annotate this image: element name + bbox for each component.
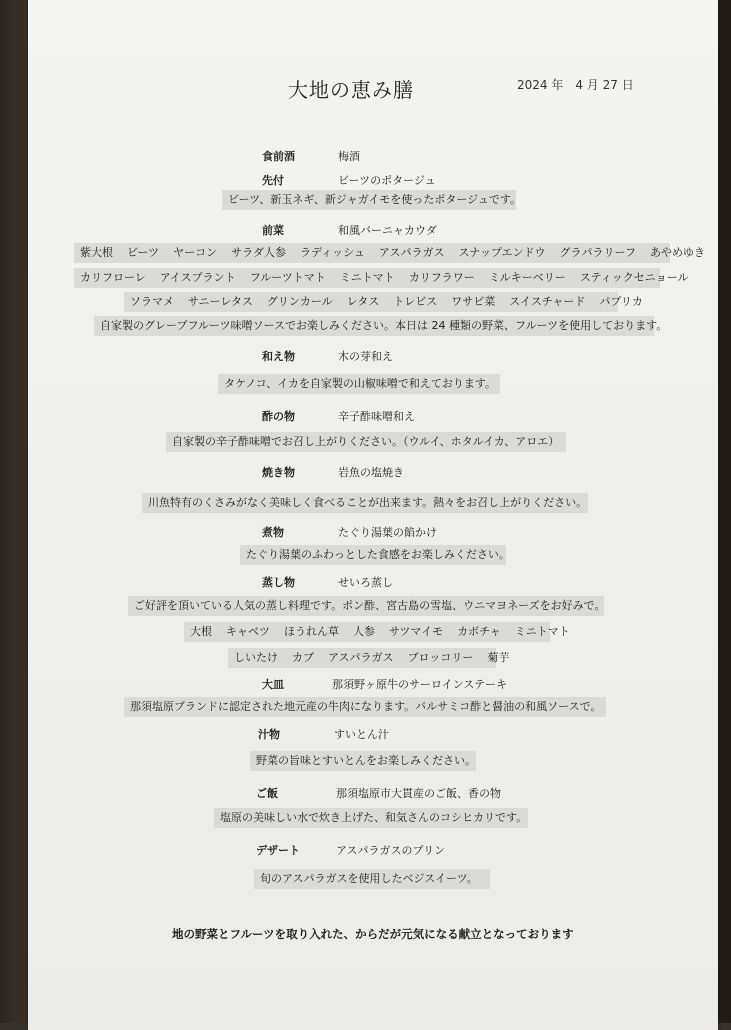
vegetable-item: ほうれん草 [284, 625, 339, 638]
vegetable-item: ビーツ [127, 246, 160, 259]
course-dish-aemono: 木の芽和え [338, 350, 393, 363]
course-name-ozara: 大皿 [262, 678, 284, 691]
course-name-gohan: ご飯 [256, 787, 278, 800]
vegetable-item: アスパラガス [328, 651, 394, 664]
course-dish-dessert: アスパラガスのプリン [336, 844, 446, 857]
vegetable-item: スイスチャード [509, 295, 586, 308]
course-note-sakizuke: ビーツ、新玉ネギ、新ジャガイモを使ったポタージュです。 [222, 190, 516, 210]
vegetable-item: ミルキーベリー [488, 271, 566, 284]
vegetable-item: ミニトマト [339, 271, 395, 284]
course-dish-gohan: 那須塩原市大貫産のご飯、香の物 [336, 787, 501, 800]
course-dish-nimono: たぐり湯葉の餡かけ [338, 526, 437, 539]
vegetable-item: カブ [292, 651, 314, 664]
vegetable-item: フルーツトマト [249, 271, 326, 284]
course-note-yakimono: 川魚特有のくさみがなく美味しく食べることが出来ます。熱々をお召し上がりください。 [142, 493, 588, 513]
vegetable-item: トレビス [393, 295, 438, 308]
course-note-mushimono: ご好評を頂いている人気の蒸し料理です。ポン酢、宮古島の雪塩、ウニマヨネーズをお好みで。 [128, 596, 604, 616]
vegetable-item: サツマイモ [389, 625, 444, 638]
vegetable-list-row [74, 268, 689, 288]
course-dish-ozara: 那須野ヶ原牛のサーロインステーキ [332, 678, 508, 691]
vegetable-item: ヤーコン [173, 246, 218, 259]
course-note-dessert: 旬のアスパラガスを使用したベジスイーツ。 [254, 869, 490, 889]
course-name-mushimono: 蒸し物 [262, 576, 295, 589]
vegetable-item: レタス [346, 295, 380, 308]
vegetable-item: カボチャ [457, 625, 501, 638]
course-dish-mushimono: せいろ蒸し [338, 576, 393, 589]
vegetable-item: ソラマメ [130, 295, 174, 308]
menu-title: 大地の恵み膳 [288, 78, 414, 102]
course-name-shirumono: 汁物 [258, 728, 280, 741]
vegetable-list-row [184, 622, 570, 642]
vegetable-item: ミニトマト [514, 625, 570, 638]
vegetable-item: ブロッコリー [407, 651, 474, 664]
course-note-aemono: タケノコ、イカを自家製の山椒味噌で和えております。 [218, 374, 500, 394]
vegetable-item: アイスプラント [159, 271, 236, 284]
course-note-nimono: たぐり湯葉のふわっとした食感をお楽しみください。 [240, 545, 506, 565]
vegetable-item: グリンカール [266, 295, 333, 308]
vegetable-item: カリフラワー [408, 271, 475, 284]
vegetable-item: スティックセニョール [579, 271, 689, 284]
vegetable-item: 人参 [353, 625, 375, 638]
vegetable-item: ラディッシュ [300, 246, 365, 259]
vegetable-item: サラダ人参 [231, 246, 287, 259]
course-dish-sakizuke: ビーツのポタージュ [338, 174, 436, 187]
course-note-zensai: 自家製のグレープフルーツ味噌ソースでお楽しみください。本日は 24 種類の野菜、フルーツを使用しております。 [94, 316, 654, 336]
course-name-sunomono: 酢の物 [262, 410, 295, 423]
vegetable-item: 紫大根 [80, 246, 113, 259]
vegetable-item: ワサビ菜 [451, 295, 496, 308]
vegetable-item: あやめゆき [649, 246, 705, 259]
vegetable-item: グラパラリーフ [559, 246, 636, 259]
course-name-zensai: 前菜 [262, 224, 284, 237]
vegetable-item: 菊芋 [487, 651, 510, 664]
course-name-nimono: 煮物 [262, 526, 284, 539]
course-name-yakimono: 焼き物 [262, 466, 295, 479]
course-name-aemono: 和え物 [262, 350, 295, 363]
vegetable-item: スナップエンドウ [458, 246, 546, 259]
course-dish-aperitif: 梅酒 [338, 150, 360, 163]
vegetable-item: パプリカ [599, 295, 643, 308]
vegetable-item: しいたけ [234, 651, 278, 664]
course-note-ozara: 那須塩原ブランドに認定された地元産の牛肉になります。バルサミコ酢と醤油の和風ソースで。 [124, 697, 606, 717]
course-note-gohan: 塩原の美味しい水で炊き上げた、和気さんのコシヒカリです。 [214, 808, 528, 828]
course-dish-shirumono: すいとん汁 [334, 728, 389, 741]
vegetable-item: 大根 [190, 625, 212, 638]
vegetable-list-row [74, 243, 705, 263]
course-name-aperitif: 食前酒 [262, 150, 295, 163]
course-note-sunomono: 自家製の辛子酢味噌でお召し上がりください。（ウルイ、ホタルイカ、アロエ） [166, 432, 566, 452]
vegetable-item: カリフローレ [80, 271, 146, 284]
menu-date: 2024 年 4 月 27 日 [517, 78, 634, 92]
course-name-dessert: デザート [256, 844, 300, 857]
course-dish-yakimono: 岩魚の塩焼き [338, 466, 404, 479]
course-note-shirumono: 野菜の旨味とすいとんをお楽しみください。 [250, 751, 476, 771]
vegetable-item: アスパラガス [378, 246, 445, 259]
course-name-sakizuke: 先付 [262, 174, 284, 187]
vegetable-list-row [228, 648, 510, 668]
course-dish-zensai: 和風バーニャカウダ [338, 224, 437, 237]
vegetable-item: キャベツ [226, 625, 270, 638]
vegetable-item: サニーレタス [188, 295, 253, 308]
vegetable-list-row [124, 292, 643, 312]
course-dish-sunomono: 辛子酢味噌和え [338, 410, 415, 423]
menu-footer: 地の野菜とフルーツを取り入れた、からだが元気になる献立となっております [172, 927, 574, 941]
